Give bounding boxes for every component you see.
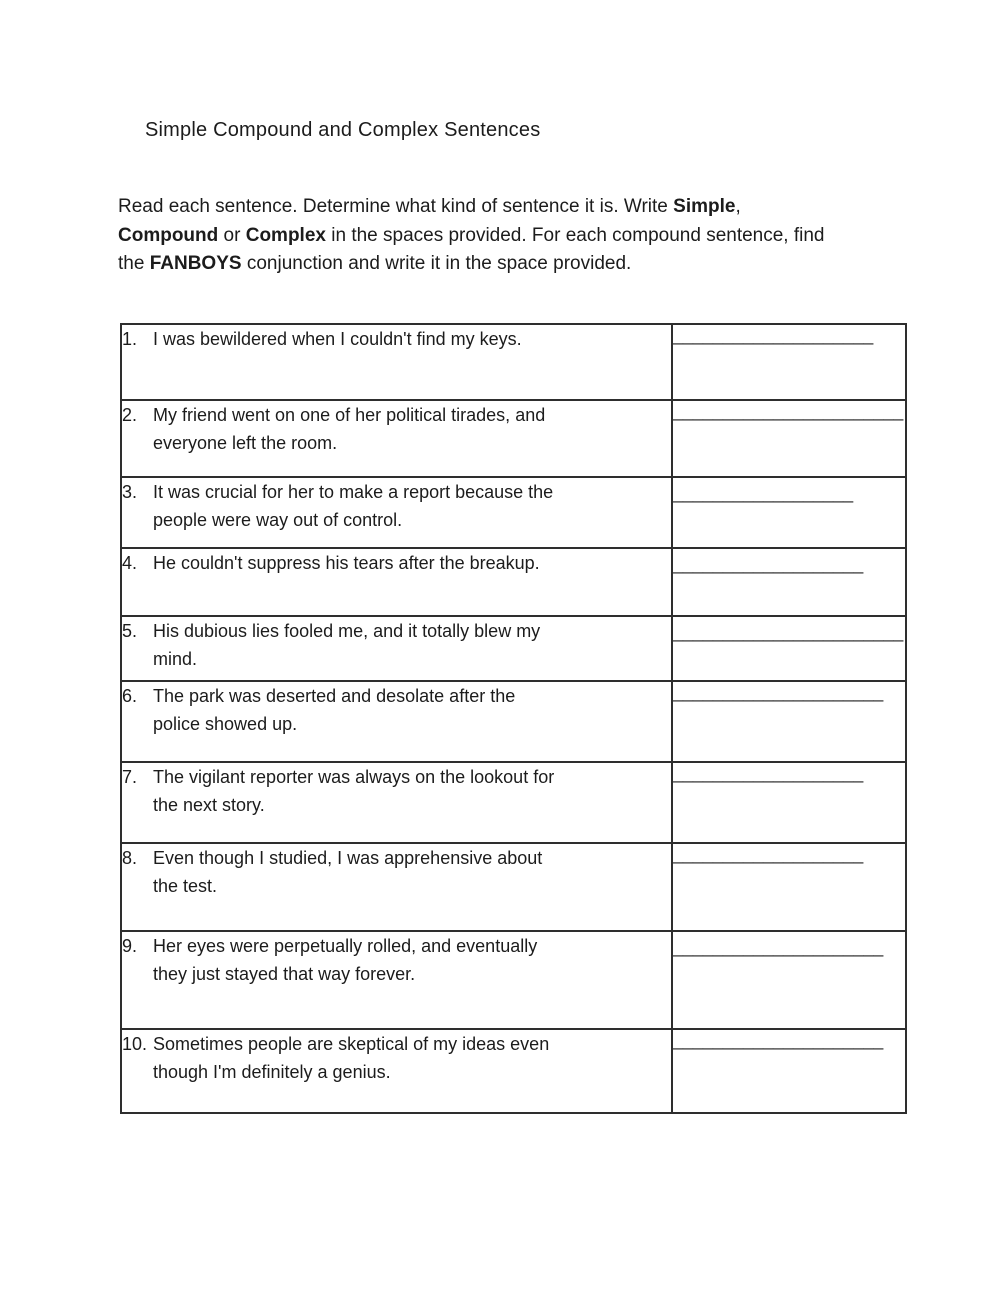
sentence-text: Even though I studied, I was apprehensive about: [153, 848, 543, 868]
answer-cell: [672, 1029, 906, 1113]
sentence-line: [122, 682, 671, 710]
sentence-table: [120, 323, 907, 1114]
sentence-text: I was bewildered when I couldn't find my keys.: [153, 329, 522, 349]
sentence-line: [122, 763, 671, 791]
answer-area: [673, 844, 905, 877]
answer-blank[interactable]: _____________________: [673, 937, 884, 957]
instructions-keyword: Compound: [118, 224, 219, 246]
item-number: 5.: [122, 621, 138, 641]
answer-cell: [672, 762, 906, 843]
sentence-text: Her eyes were perpetually rolled, and eventually: [153, 936, 538, 956]
answer-blank[interactable]: _______________________: [673, 622, 904, 642]
item-number: 7.: [122, 767, 138, 787]
sentence-line: [122, 401, 671, 429]
sentence-line: [122, 325, 671, 353]
instructions-text: or: [218, 224, 246, 246]
sentence-line: [122, 549, 671, 577]
sentence-cell: [121, 762, 672, 843]
item-number: 3.: [122, 482, 138, 502]
instructions-line: [118, 250, 918, 279]
answer-blank[interactable]: _____________________: [673, 1030, 884, 1050]
answer-blank[interactable]: _______________________: [673, 401, 904, 421]
instructions-paragraph: [118, 193, 918, 279]
sentence-text: Sometimes people are skeptical of my ideas even: [153, 1034, 550, 1054]
answer-blank[interactable]: ____________________: [673, 325, 874, 345]
sentence-text: The park was deserted and desolate after the: [153, 686, 516, 706]
item-number: 2.: [122, 405, 138, 425]
table-row: [121, 1029, 906, 1113]
item-number: 4.: [122, 553, 138, 573]
page-title: Simple Compound and Complex Sentences: [145, 119, 541, 141]
sentence-line: police showed up.: [153, 714, 298, 734]
item-number: 6.: [122, 686, 138, 706]
instructions-text: in the spaces provided. For each compound sentence, find: [325, 224, 825, 246]
instructions-line: [118, 193, 918, 222]
instructions-text: ,: [735, 196, 741, 217]
sentence-cell: [121, 843, 672, 931]
answer-cell: [672, 616, 906, 681]
instructions-keyword: Simple: [673, 196, 736, 217]
instructions-text: the: [118, 253, 150, 274]
table-row: [121, 762, 906, 843]
instructions-keyword: FANBOYS: [149, 253, 242, 274]
answer-blank[interactable]: __________________: [673, 483, 854, 503]
answer-area: [673, 401, 905, 434]
instructions-text: conjunction and write it in the space provided.: [241, 253, 632, 274]
sentence-line: though I'm definitely a genius.: [153, 1062, 391, 1082]
table-row: [121, 843, 906, 931]
table-row: [121, 400, 906, 477]
sentence-line: [122, 932, 671, 960]
sentence-line: the test.: [153, 876, 218, 896]
instructions-text: Read each sentence. Determine what kind of sentence it is. Write: [118, 196, 674, 217]
table-row: [121, 931, 906, 1029]
item-number: 8.: [122, 848, 138, 868]
sentence-text: My friend went on one of her political tirades, and: [153, 405, 546, 425]
table-row: [121, 616, 906, 681]
sentence-line: [122, 617, 671, 645]
sentence-line: mind.: [153, 649, 198, 669]
sentence-line: the next story.: [153, 795, 265, 815]
instructions-line: [118, 222, 918, 251]
item-number: 10.: [122, 1034, 148, 1054]
answer-cell: [672, 477, 906, 548]
table-row: [121, 548, 906, 616]
answer-area: [673, 1030, 905, 1063]
sentence-text: The vigilant reporter was always on the lookout for: [153, 767, 555, 787]
answer-area: [673, 932, 905, 958]
answer-blank[interactable]: ___________________: [673, 554, 864, 574]
item-number: 1.: [122, 329, 138, 349]
answer-blank[interactable]: ___________________: [673, 844, 864, 864]
answer-area: [673, 325, 905, 358]
answer-area: [673, 763, 905, 796]
sentence-cell: [121, 1029, 672, 1113]
answer-blank[interactable]: _____________________: [673, 682, 884, 702]
answer-area: [673, 478, 905, 504]
answer-cell: [672, 548, 906, 616]
sentence-line: [122, 1030, 671, 1058]
sentence-cell: [121, 400, 672, 477]
sentence-line: [122, 844, 671, 872]
sentence-line: [122, 478, 671, 506]
answer-area: [673, 617, 905, 643]
sentence-cell: [121, 477, 672, 548]
table-row: [121, 477, 906, 548]
answer-cell: [672, 681, 906, 762]
sentence-text: It was crucial for her to make a report because the: [153, 482, 554, 502]
sentence-text: He couldn't suppress his tears after the breakup.: [153, 553, 540, 573]
sentence-cell: [121, 931, 672, 1029]
answer-cell: [672, 324, 906, 400]
sentence-line: everyone left the room.: [153, 433, 338, 453]
answer-cell: [672, 400, 906, 477]
instructions-keyword: Complex: [245, 224, 326, 246]
answer-blank[interactable]: ___________________: [673, 763, 864, 783]
answer-cell: [672, 931, 906, 1029]
sentence-table-body: [121, 324, 906, 1113]
answer-area: [673, 682, 905, 715]
sentence-cell: [121, 616, 672, 681]
sentence-line: people were way out of control.: [153, 510, 403, 530]
sentence-line: they just stayed that way forever.: [153, 964, 416, 984]
item-number: 9.: [122, 936, 138, 956]
sentence-text: His dubious lies fooled me, and it totally blew my: [153, 621, 541, 641]
table-row: [121, 681, 906, 762]
sentence-cell: [121, 681, 672, 762]
sentence-cell: [121, 324, 672, 400]
answer-cell: [672, 843, 906, 931]
table-row: [121, 324, 906, 400]
sentence-cell: [121, 548, 672, 616]
answer-area: [673, 549, 905, 575]
